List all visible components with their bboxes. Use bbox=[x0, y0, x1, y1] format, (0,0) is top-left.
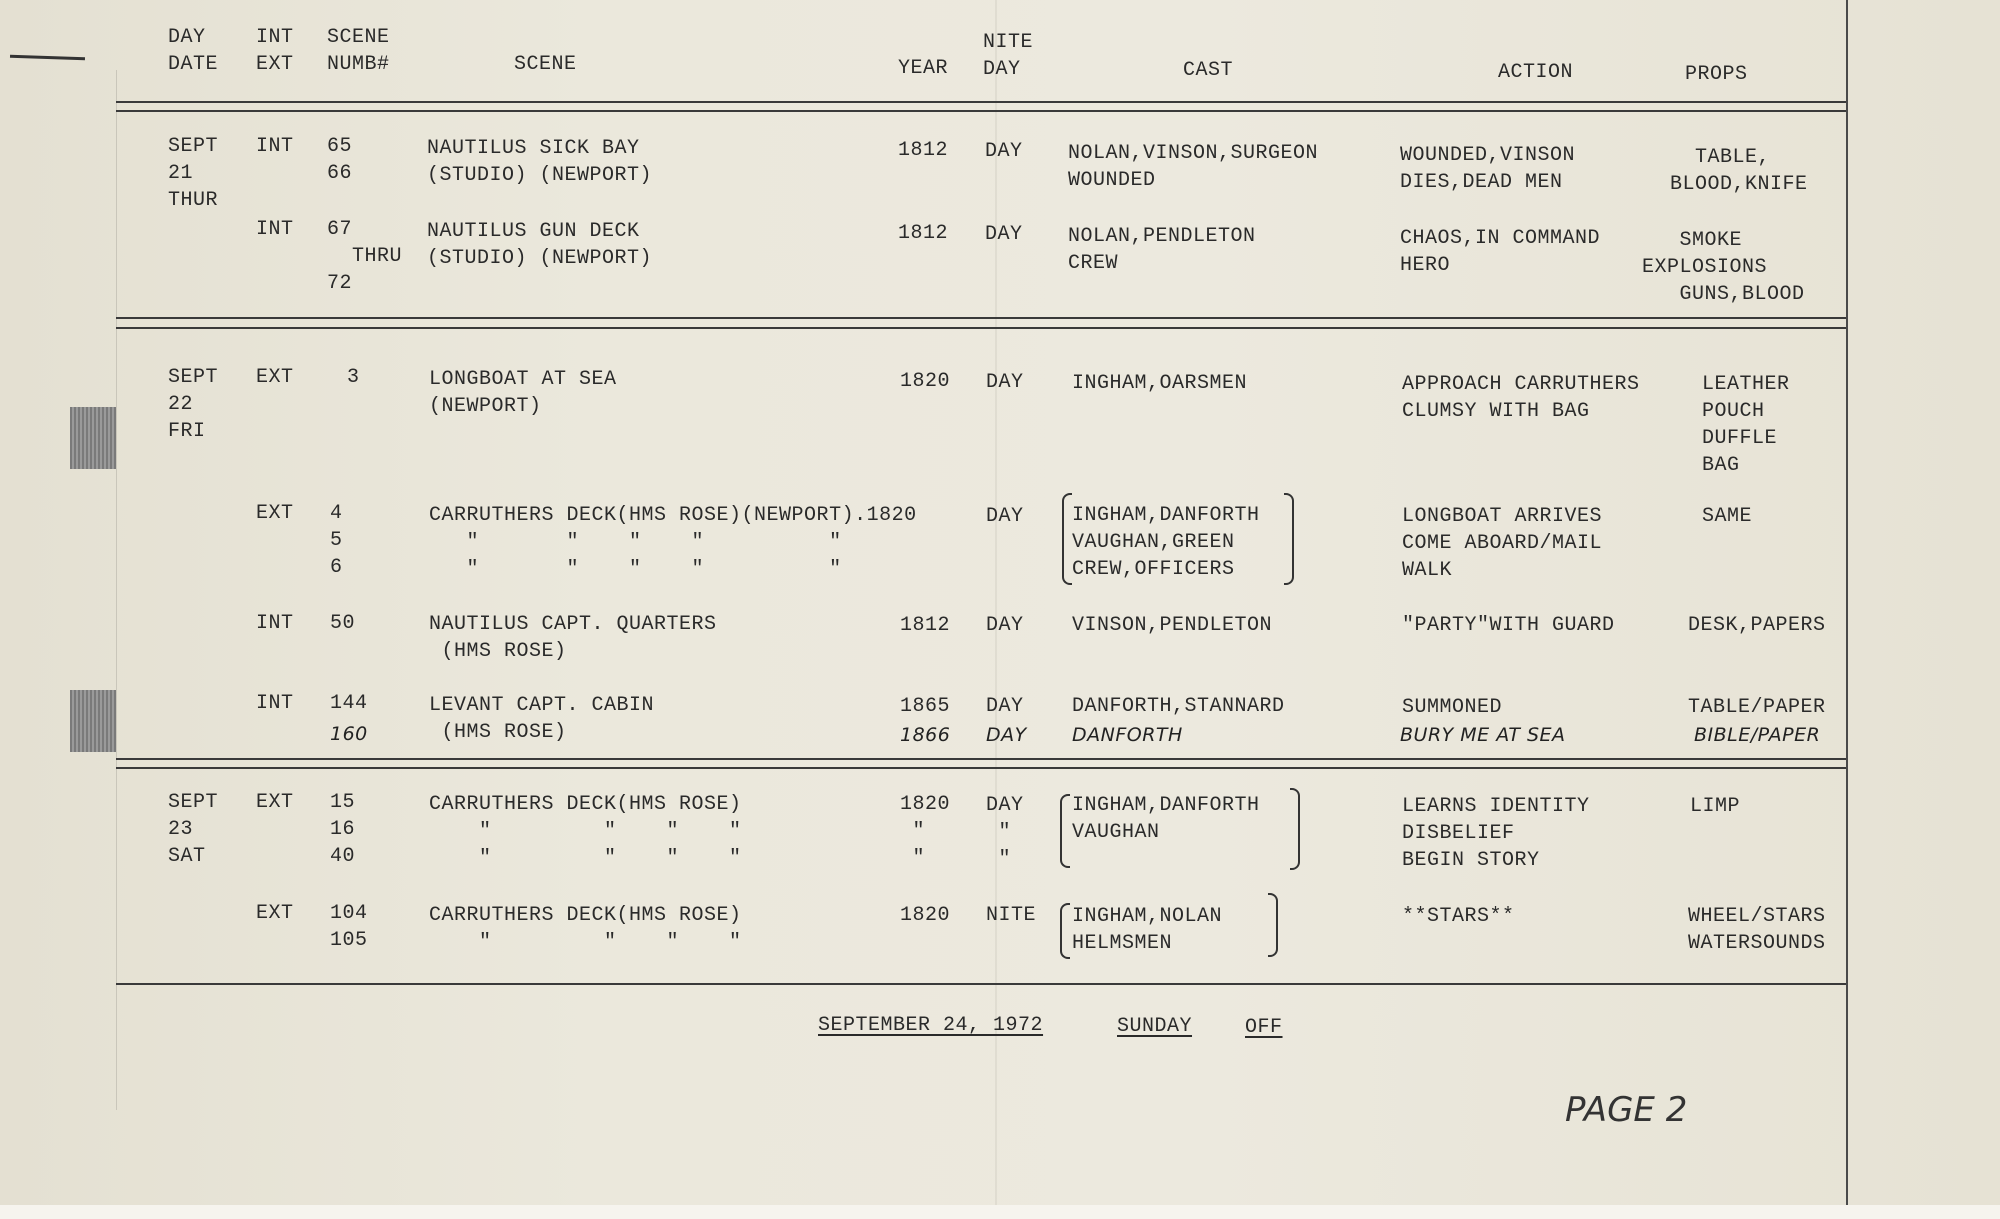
cast: INGHAM,DANFORTH VAUGHAN,GREEN CREW,OFFICERS bbox=[1072, 504, 1260, 581]
handwritten-props: BIBLE/PAPER bbox=[1694, 724, 1821, 746]
action: **STARS** bbox=[1402, 905, 1515, 928]
action: LEARNS IDENTITY DISBELIEF BEGIN STORY bbox=[1402, 795, 1590, 872]
day-separator bbox=[116, 767, 1846, 769]
handwritten-nite-day: DAY bbox=[986, 724, 1027, 746]
year: 1812 bbox=[900, 614, 951, 637]
margin-scratch bbox=[10, 55, 85, 61]
binder-tab bbox=[70, 690, 116, 752]
props: TABLE/PAPER bbox=[1688, 696, 1826, 719]
header-rule bbox=[116, 101, 1846, 103]
cast-bracket-right bbox=[1268, 893, 1278, 957]
paper-bottom-edge bbox=[0, 1205, 2000, 1219]
scene-number: 65 66 bbox=[327, 135, 353, 185]
nite-day: DAY bbox=[985, 140, 1023, 163]
header-year: YEAR bbox=[898, 57, 949, 80]
handwritten-scene-number: 160 bbox=[330, 723, 368, 745]
props: TABLE, BLOOD,KNIFE bbox=[1670, 146, 1808, 196]
footer-date: SEPTEMBER 24, 1972 bbox=[818, 1014, 1044, 1037]
scene-number: 15 16 40 bbox=[330, 791, 356, 868]
cast: NOLAN,VINSON,SURGEON WOUNDED bbox=[1068, 142, 1319, 192]
scene-number: 144 bbox=[330, 692, 368, 715]
props: DESK,PAPERS bbox=[1688, 614, 1826, 637]
action: APPROACH CARRUTHERS CLUMSY WITH BAG bbox=[1402, 373, 1640, 423]
scene-description: NAUTILUS CAPT. QUARTERS (HMS ROSE) bbox=[429, 613, 717, 663]
scene-description: NAUTILUS SICK BAY (STUDIO) (NEWPORT) bbox=[427, 137, 653, 187]
scene-description: CARRUTHERS DECK(HMS ROSE)(NEWPORT).1820 " " " " " " " " " " bbox=[429, 504, 917, 581]
action: WOUNDED,VINSON DIES,DEAD MEN bbox=[1400, 144, 1576, 194]
footer-status: OFF bbox=[1245, 1016, 1283, 1039]
props: LIMP bbox=[1690, 795, 1741, 818]
props: SMOKE EXPLOSIONS GUNS,BLOOD bbox=[1642, 229, 1805, 306]
header-action: ACTION bbox=[1498, 61, 1574, 84]
scene-description: NAUTILUS GUN DECK (STUDIO) (NEWPORT) bbox=[427, 220, 653, 270]
int-ext: INT bbox=[256, 692, 294, 715]
binder-tab bbox=[70, 407, 116, 469]
nite-day: DAY bbox=[986, 695, 1024, 718]
cast-bracket-right bbox=[1290, 788, 1300, 870]
header-scene-numb: SCENE NUMB# bbox=[327, 26, 390, 76]
right-edge-line bbox=[1846, 0, 1848, 1205]
scene-number: 3 bbox=[347, 366, 360, 389]
header-nite-day: NITE DAY bbox=[983, 31, 1034, 81]
scene-number: 67 THRU 72 bbox=[327, 218, 403, 295]
cast: INGHAM,DANFORTH VAUGHAN bbox=[1072, 794, 1260, 844]
year: 1812 bbox=[898, 222, 949, 245]
header-int-ext: INT EXT bbox=[256, 26, 294, 76]
day-date: SEPT 22 FRI bbox=[168, 366, 219, 443]
day-date: SEPT 21 THUR bbox=[168, 135, 219, 212]
props: WHEEL/STARS WATERSOUNDS bbox=[1688, 905, 1826, 955]
cast-bracket-left bbox=[1060, 903, 1070, 959]
cast-bracket-left bbox=[1060, 794, 1070, 868]
action: LONGBOAT ARRIVES COME ABOARD/MAIL WALK bbox=[1402, 505, 1603, 582]
int-ext: INT bbox=[256, 612, 294, 635]
footer-day: SUNDAY bbox=[1117, 1015, 1193, 1038]
day-separator bbox=[116, 317, 1846, 319]
cast: INGHAM,OARSMEN bbox=[1072, 372, 1248, 395]
int-ext: INT bbox=[256, 135, 294, 158]
table-bottom-rule bbox=[116, 983, 1846, 985]
handwritten-page-number: PAGE 2 bbox=[1565, 1090, 1688, 1130]
scene-description: LONGBOAT AT SEA (NEWPORT) bbox=[429, 368, 617, 418]
header-cast: CAST bbox=[1183, 59, 1234, 82]
nite-day: DAY bbox=[986, 505, 1024, 528]
cast: VINSON,PENDLETON bbox=[1072, 614, 1273, 637]
scene-number: 50 bbox=[330, 612, 356, 635]
action: "PARTY"WITH GUARD bbox=[1402, 614, 1615, 637]
day-date: SEPT 23 SAT bbox=[168, 791, 219, 868]
cast: NOLAN,PENDLETON CREW bbox=[1068, 225, 1256, 275]
header-rule bbox=[116, 110, 1846, 112]
year: 1812 bbox=[898, 139, 949, 162]
action: SUMMONED bbox=[1402, 696, 1503, 719]
cast: INGHAM,NOLAN HELMSMEN bbox=[1072, 905, 1223, 955]
handwritten-action: BURY ME AT SEA bbox=[1400, 724, 1566, 746]
nite-day: DAY bbox=[986, 371, 1024, 394]
header-day-date: DAY DATE bbox=[168, 26, 219, 76]
handwritten-year: 1866 bbox=[900, 724, 951, 746]
nite-day: DAY " " bbox=[986, 794, 1024, 871]
left-margin-line bbox=[116, 70, 117, 1110]
scene-description: LEVANT CAPT. CABIN (HMS ROSE) bbox=[429, 694, 655, 744]
int-ext: EXT bbox=[256, 502, 294, 525]
header-scene: SCENE bbox=[514, 53, 577, 76]
year: 1820 " " bbox=[900, 793, 951, 870]
year: 1820 bbox=[900, 904, 951, 927]
nite-day: DAY bbox=[986, 614, 1024, 637]
day-separator bbox=[116, 327, 1846, 329]
props: SAME bbox=[1702, 505, 1753, 528]
year: 1820 bbox=[900, 370, 951, 393]
header-props: PROPS bbox=[1685, 63, 1748, 86]
handwritten-cast: DANFORTH bbox=[1072, 724, 1183, 746]
int-ext: EXT bbox=[256, 902, 294, 925]
nite-day: DAY bbox=[985, 223, 1023, 246]
scene-number: 4 5 6 bbox=[330, 502, 343, 579]
year: 1865 bbox=[900, 695, 951, 718]
cast: DANFORTH,STANNARD bbox=[1072, 695, 1285, 718]
int-ext: EXT bbox=[256, 366, 294, 389]
day-separator bbox=[116, 758, 1846, 760]
int-ext: EXT bbox=[256, 791, 294, 814]
action: CHAOS,IN COMMAND HERO bbox=[1400, 227, 1601, 277]
nite-day: NITE bbox=[986, 904, 1037, 927]
int-ext: INT bbox=[256, 218, 294, 241]
cast-bracket-left bbox=[1062, 493, 1072, 585]
scene-description: CARRUTHERS DECK(HMS ROSE) " " " " bbox=[429, 904, 742, 954]
scene-description: CARRUTHERS DECK(HMS ROSE) " " " " " " " " bbox=[429, 793, 742, 870]
props: LEATHER POUCH DUFFLE BAG bbox=[1702, 373, 1790, 477]
cast-bracket-right bbox=[1284, 493, 1294, 585]
scene-number: 104 105 bbox=[330, 902, 368, 952]
